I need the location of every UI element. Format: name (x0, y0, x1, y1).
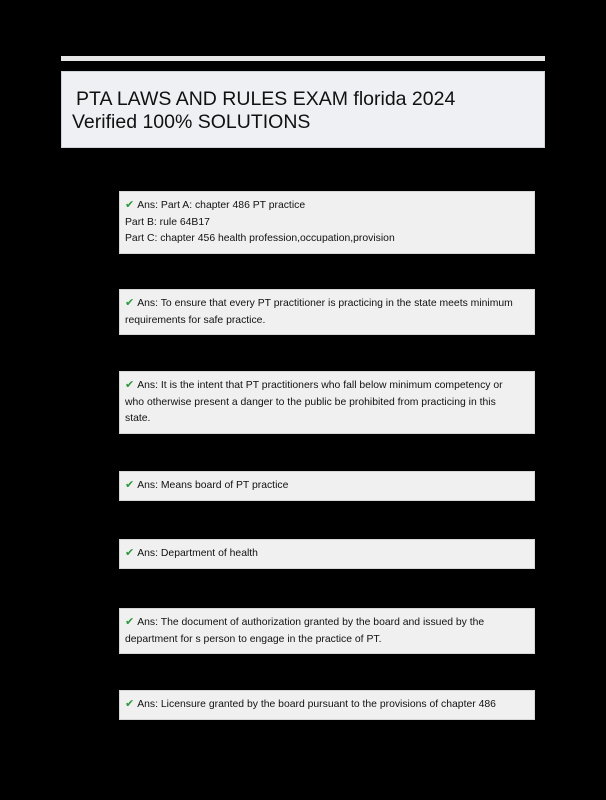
answer-line (125, 295, 529, 313)
answer-text: Department of health (160, 548, 258, 559)
answer-text: department for s person to engage in the practice of PT. (125, 633, 382, 645)
answer-prefix: Ans: (137, 480, 161, 491)
answer-box-1 (119, 191, 535, 254)
document-title-line-2: Verified 100% SOLUTIONS (72, 111, 311, 133)
answer-box-7 (119, 690, 535, 720)
answer-text: Licensure granted by the board pursuant to the provisions of chapter 486 (160, 699, 496, 710)
answer-text: Part B: rule 64B17 (125, 216, 210, 228)
title-box (61, 71, 545, 148)
top-divider (61, 56, 545, 61)
check-icon: ✔ (125, 615, 135, 628)
answer-prefix: Ans: (137, 548, 161, 559)
answer-prefix: Ans: (137, 200, 161, 211)
answer-box-4 (119, 471, 535, 501)
answer-text: state. (125, 413, 151, 424)
answer-text: Means board of PT practice (160, 480, 289, 491)
answer-prefix: Ans: (137, 617, 161, 628)
check-icon: ✔ (125, 546, 135, 559)
answer-box-3 (119, 371, 535, 434)
answer-text: Part A: chapter 486 PT practice (160, 200, 306, 211)
check-icon: ✔ (125, 697, 135, 710)
answer-prefix: Ans: (137, 380, 161, 391)
check-icon: ✔ (125, 378, 135, 391)
check-icon: ✔ (125, 198, 135, 211)
answer-line (125, 614, 529, 632)
document-title-line-1: PTA LAWS AND RULES EXAM florida 2024 (76, 88, 456, 110)
answer-line (125, 197, 529, 215)
check-icon: ✔ (125, 478, 135, 491)
answer-line (125, 545, 529, 563)
check-icon: ✔ (125, 296, 135, 309)
answer-text: It is the intent that PT practitioners who fall below minimum competency or (160, 380, 503, 391)
answer-text: To ensure that every PT practitioner is practicing in the state meets minimum (160, 298, 513, 309)
answer-text: Part C: chapter 456 health profession,occupation,provision (125, 233, 395, 244)
answer-line (125, 477, 529, 495)
answer-box-6 (119, 608, 535, 654)
answer-line (125, 377, 529, 395)
answer-text: requirements for safe practice. (125, 314, 266, 326)
answer-box-2 (119, 289, 535, 335)
answer-line (125, 696, 529, 714)
answer-prefix: Ans: (137, 298, 161, 309)
answer-prefix: Ans: (137, 699, 161, 710)
answer-box-5 (119, 539, 535, 569)
answer-text: The document of authorization granted by the board and issued by the (160, 617, 485, 628)
answer-text: who otherwise present a danger to the public be prohibited from practicing in this (125, 396, 496, 408)
